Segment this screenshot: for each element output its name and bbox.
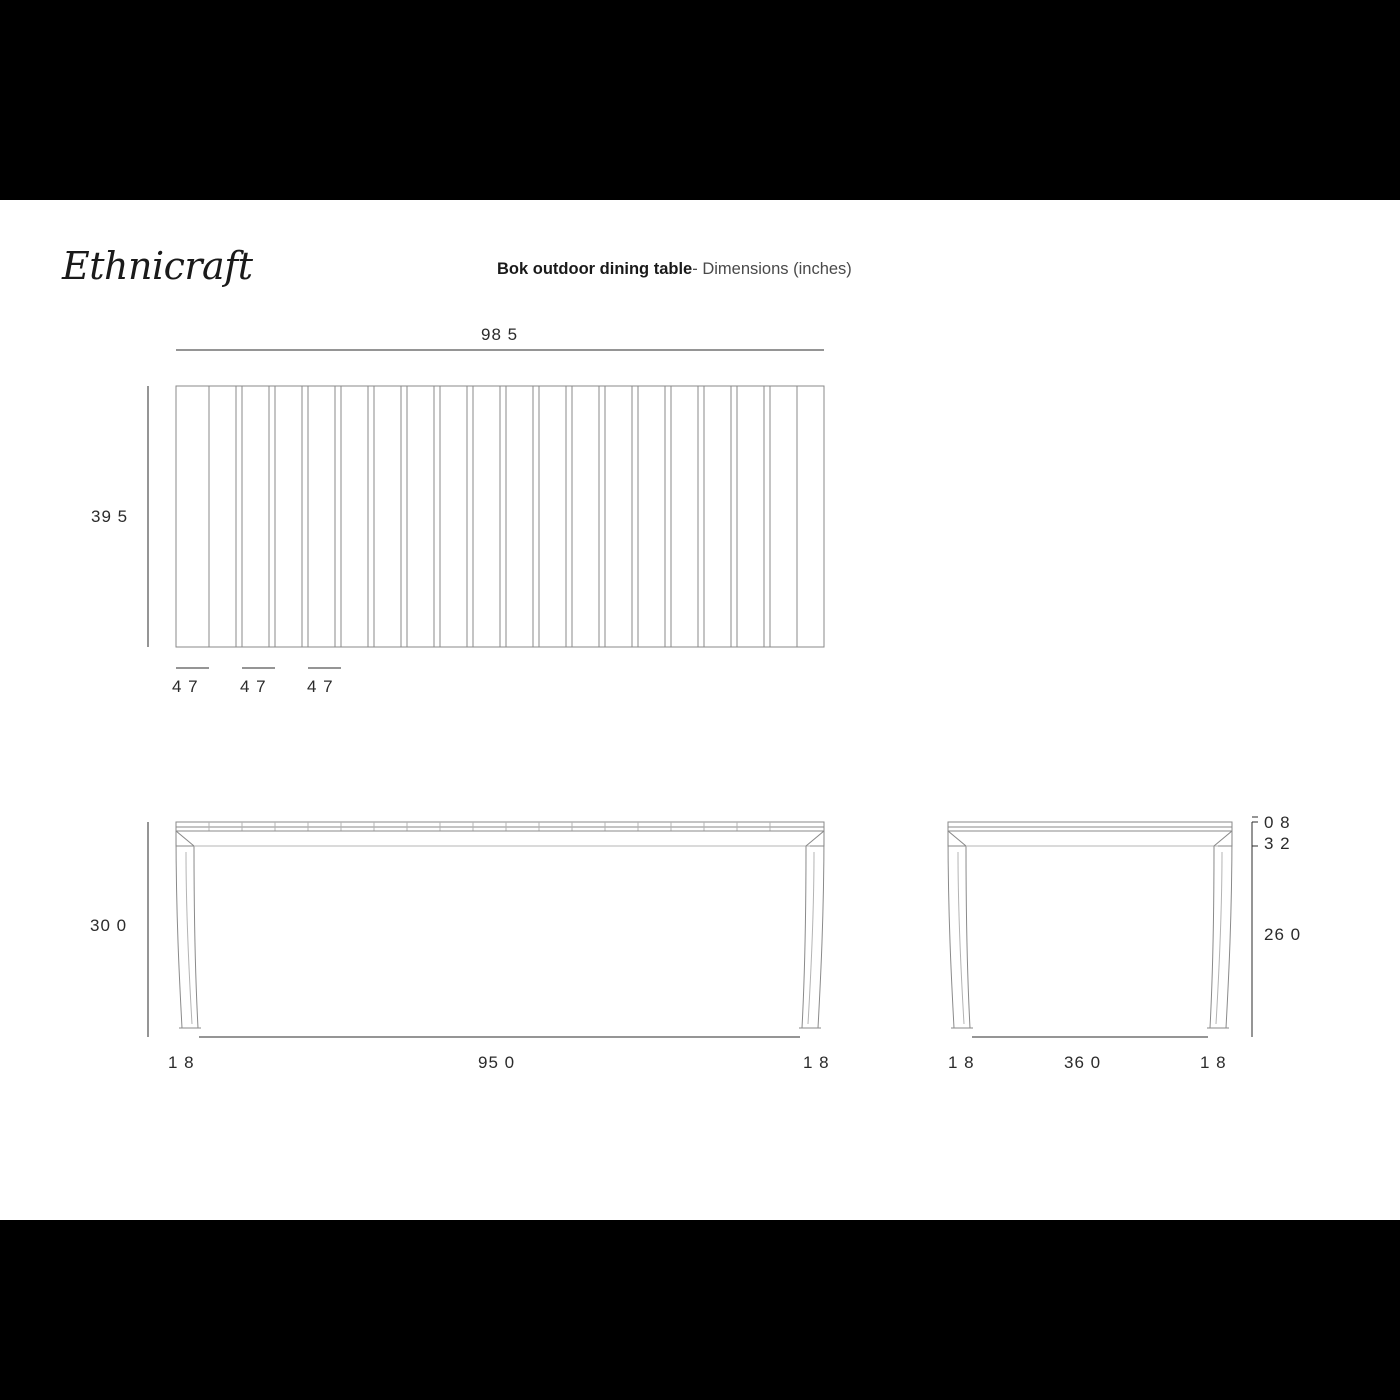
title-separator: -	[692, 260, 698, 278]
drawing-sheet	[0, 200, 1400, 1220]
top-view-group	[148, 350, 824, 668]
top-width-label: 39 5	[91, 507, 129, 526]
brand-logo: Ethnicraft	[62, 244, 253, 288]
front-leg-left-label: 1 8	[168, 1053, 195, 1072]
front-view-group	[148, 822, 824, 1037]
side-apron-label: 3 2	[1264, 834, 1291, 853]
slat-width-label-1: 4 7	[172, 677, 199, 696]
technical-drawing	[0, 200, 1400, 1220]
side-span-label: 36 0	[1064, 1053, 1102, 1072]
side-leg-right-label: 1 8	[1200, 1053, 1227, 1072]
front-leg-right-label: 1 8	[803, 1053, 830, 1072]
slat-width-label-2: 4 7	[240, 677, 267, 696]
slat-width-label-3: 4 7	[307, 677, 334, 696]
side-view-group	[948, 817, 1258, 1037]
side-leg-height-label: 26 0	[1264, 925, 1302, 944]
top-length-label: 98 5	[481, 325, 519, 344]
product-name: Bok outdoor dining table	[497, 260, 693, 278]
front-span-label: 95 0	[478, 1053, 516, 1072]
units-label: Dimensions (inches)	[702, 260, 852, 278]
side-top-thickness-label: 0 8	[1264, 813, 1291, 832]
front-height-label: 30 0	[90, 916, 128, 935]
side-leg-left-label: 1 8	[948, 1053, 975, 1072]
